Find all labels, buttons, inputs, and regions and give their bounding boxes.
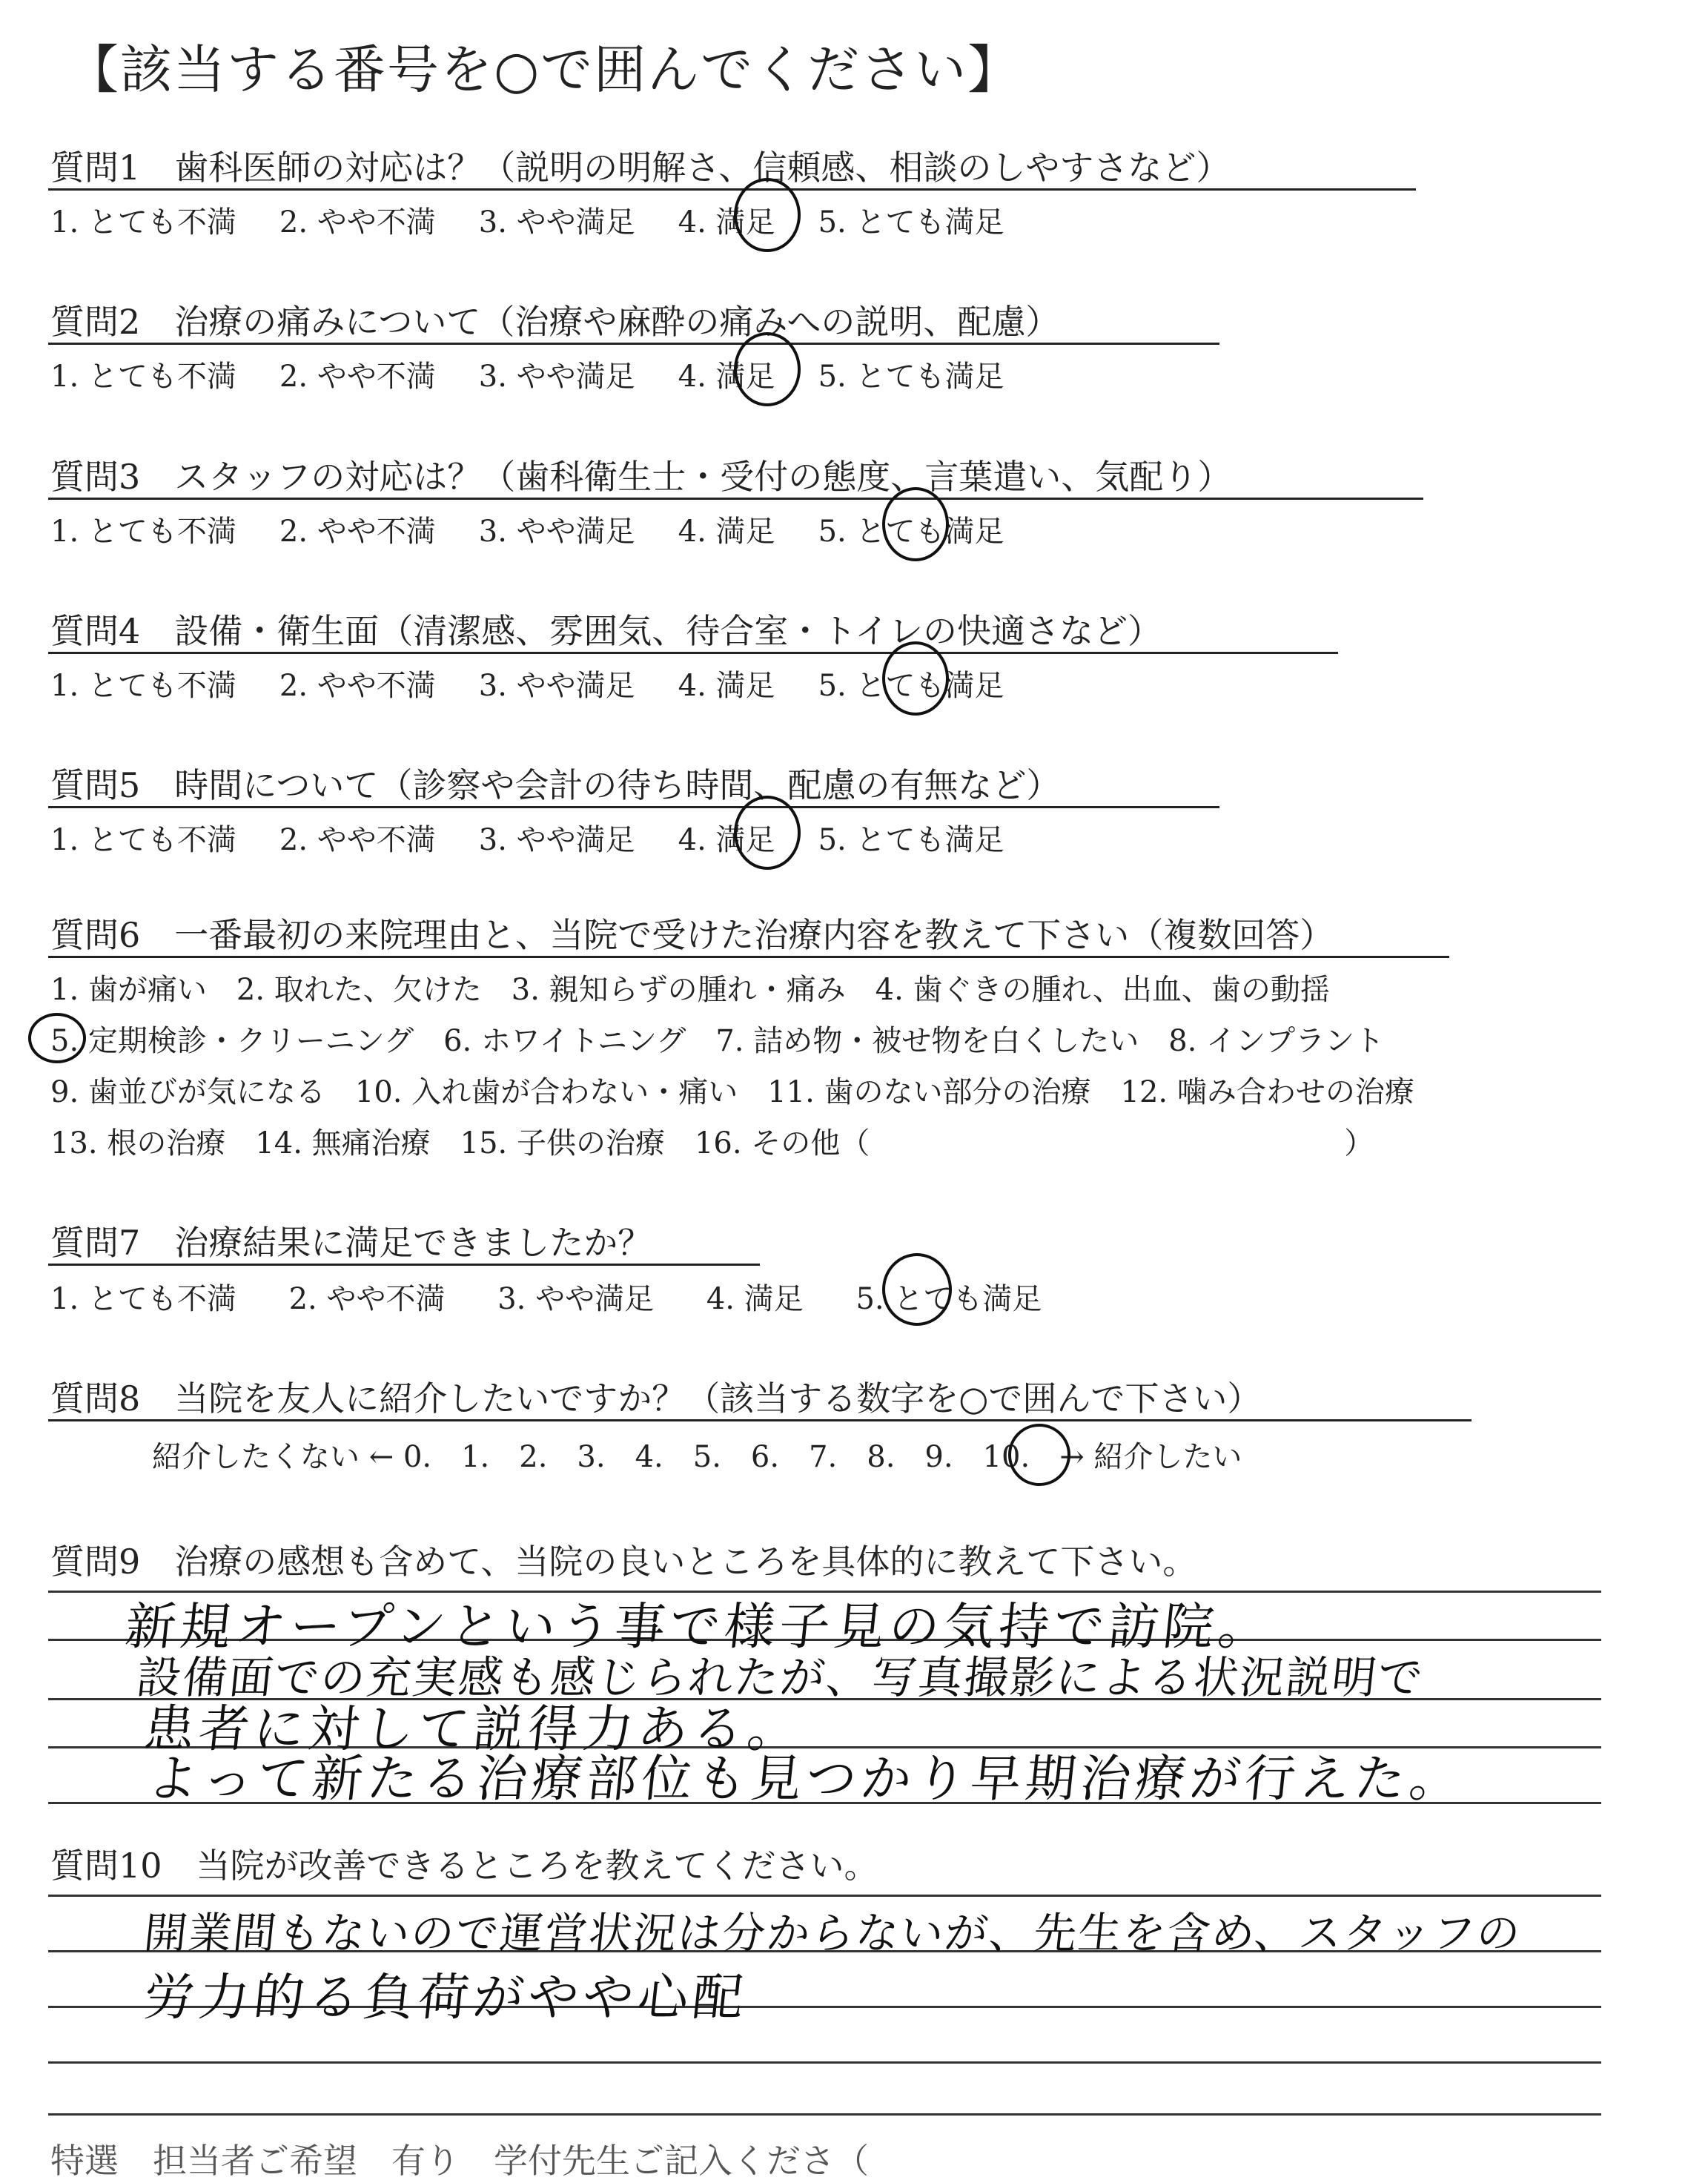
q8-selection-circle[interactable] [1008,1424,1070,1486]
q3-option-2[interactable]: 2. やや不満 [279,515,436,549]
q5-option-2[interactable]: 2. やや不満 [279,823,436,857]
q4-option-3[interactable]: 3. やや満足 [478,669,635,703]
q10-ruled-line-4 [48,2061,1601,2064]
q9-answer-line-1[interactable]: 新規オープンという事で様子見の気持で訪院。 [122,1598,1277,1657]
q8-underline [48,1419,1472,1421]
q3-underline [48,498,1423,500]
q4-option-2[interactable]: 2. やや不満 [279,669,436,703]
q5-underline [48,806,1219,808]
q3-option-4[interactable]: 4. 満足 [678,515,775,549]
q7-option-3[interactable]: 3. やや満足 [497,1282,655,1316]
q6-row-1: 1. 歯が痛い 2. 取れた、欠けた 3. 親知らずの腫れ・痛み 4. 歯ぐきの腫れ、出血、歯の動揺 [50,973,1330,1007]
q7-option-5[interactable]: 5. とても満足 [855,1282,1042,1316]
q7-option-4[interactable]: 4. 満足 [706,1282,804,1316]
q1-option-2[interactable]: 2. やや不満 [279,205,436,240]
q5-option-3[interactable]: 3. やや満足 [478,823,635,857]
q2-label: 質問2 治療の痛みについて（治療や麻酔の痛みへの説明、配慮） [50,302,1060,342]
q5-option-5[interactable]: 5. とても満足 [818,823,1004,857]
q4-option-1[interactable]: 1. とても不満 [50,669,236,703]
q10-ruled-line-5 [48,2113,1601,2116]
q1-option-1[interactable]: 1. とても不満 [50,205,236,240]
q4-selection-circle[interactable] [882,641,949,716]
q8-label: 質問8 当院を友人に紹介したいですか？（該当する数字を○で囲んで下さい） [50,1378,1262,1419]
q9-label: 質問9 治療の感想も含めて、当院の良いところを具体的に教えて下さい。 [50,1542,1197,1582]
q1-underline [48,188,1416,191]
q7-label: 質問7 治療結果に満足できましたか？ [50,1223,652,1263]
q3-label: 質問3 スタッフの対応は？（歯科衛生士・受付の態度、言葉遣い、気配り） [50,457,1232,497]
q7-underline [48,1264,760,1266]
q2-option-5[interactable]: 5. とても満足 [818,360,1004,394]
q6-selection-circle[interactable] [28,1013,86,1063]
q7-selection-circle[interactable] [882,1253,952,1326]
q5-label: 質問5 時間について（診察や会計の待ち時間、配慮の有無など） [50,765,1061,805]
q2-option-1[interactable]: 1. とても不満 [50,360,236,394]
q6-row-3: 9. 歯並びが気になる 10. 入れ歯が合わない・痛い 11. 歯のない部分の治療 12. 噛み合わせの治療 [50,1075,1414,1109]
q5-option-4[interactable]: 4. 満足 [678,823,775,857]
q10-label: 質問10 当院が改善できるところを教えてください。 [50,1846,878,1886]
q5-options [50,816,1047,859]
q2-option-2[interactable]: 2. やや不満 [279,360,436,394]
footer-partial: 特選 担当者ご希望 有り 学付先生ご記入くださ（ [50,2141,869,2181]
q1-options [50,199,1047,241]
q3-selection-circle[interactable] [882,487,949,561]
q6-row-2: 5. 定期検診・クリーニング 6. ホワイトニング 7. 詰め物・被せ物を白くしたい 8. インプラント [50,1024,1385,1058]
q7-option-2[interactable]: 2. やや不満 [288,1282,446,1316]
page-title: 【該当する番号を○で囲んでください】 [67,39,1022,100]
q4-option-4[interactable]: 4. 満足 [678,669,775,703]
q10-ruled-line-1 [48,1895,1601,1897]
q6-label: 質問6 一番最初の来院理由と、当院で受けた治療内容を教えて下さい（複数回答） [50,915,1334,955]
q2-selection-circle[interactable] [734,332,801,406]
q7-option-1[interactable]: 1. とても不満 [50,1282,236,1316]
q6-underline [48,956,1449,958]
q1-option-3[interactable]: 3. やや満足 [478,205,635,240]
q3-option-1[interactable]: 1. とても不満 [50,515,236,549]
q4-underline [48,652,1338,654]
q1-label: 質問1 歯科医師の対応は？（説明の明解さ、信頼感、相談のしやすさなど） [50,148,1231,188]
q4-label: 質問4 設備・衛生面（清潔感、雰囲気、待合室・トイレの快適さなど） [50,611,1162,651]
q10-answer-line-1[interactable]: 開業間もないので運営状況は分からないが、先生を含め、スタッフの [141,1908,1524,1958]
q1-option-4[interactable]: 4. 満足 [678,205,775,240]
q5-selection-circle[interactable] [734,796,801,870]
q1-option-5[interactable]: 5. とても満足 [818,205,1004,240]
q9-answer-line-4[interactable]: よって新たる治療部位も見つかり早期治療が行えた。 [145,1750,1468,1809]
q2-option-4[interactable]: 4. 満足 [678,360,775,394]
q9-answer-line-3[interactable]: 患者に対して説得力ある。 [141,1700,806,1759]
q2-underline [48,343,1219,345]
q6-row-4: 13. 根の治療 14. 無痛治療 15. 子供の治療 16. その他（ ） [50,1126,1374,1160]
q9-answer-line-2[interactable]: 設備面での充実感も感じられたが、写真撮影による状況説明で [133,1652,1427,1704]
q2-option-3[interactable]: 3. やや満足 [478,360,635,394]
q10-answer-line-2[interactable]: 労力的る負荷がやや心配 [141,1969,751,2027]
q5-option-1[interactable]: 1. とても不満 [50,823,236,857]
q1-selection-circle[interactable] [734,178,801,252]
q3-option-3[interactable]: 3. やや満足 [478,515,635,549]
q3-option-5[interactable]: 5. とても満足 [818,515,1004,549]
q8-scale: 紹介したくない ← 0. 1. 2. 3. 4. 5. 6. 7. 8. 9. 10. → 紹介したい [152,1440,1242,1474]
q4-option-5[interactable]: 5. とても満足 [818,669,1004,703]
q2-options [50,353,1047,395]
